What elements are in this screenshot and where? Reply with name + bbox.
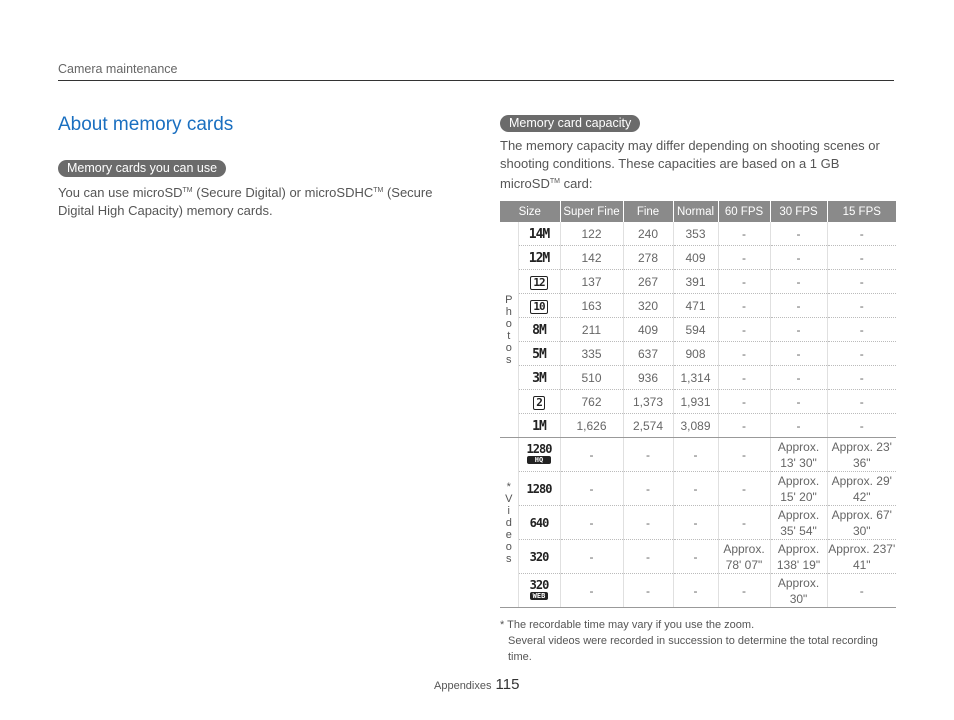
capacity-cell: - xyxy=(560,438,623,472)
capacity-cell: 1,931 xyxy=(673,390,718,414)
page-number: 115 xyxy=(495,676,520,693)
video-resolution-value: 1280 xyxy=(526,442,552,456)
group-label-letter: V xyxy=(505,492,513,505)
video-resolution-value: 1280 xyxy=(526,481,552,496)
video-resolution-icon xyxy=(530,579,549,600)
capacity-cell: - xyxy=(623,574,673,608)
video-resolution-icon xyxy=(530,551,549,563)
video-row xyxy=(500,472,896,506)
capacity-cell: 240 xyxy=(623,222,673,246)
capacity-cell: - xyxy=(827,294,896,318)
group-label-letter: t xyxy=(507,329,511,342)
capacity-cell: 409 xyxy=(673,246,718,270)
group-label-letter: s xyxy=(506,552,512,565)
video-resolution-icon xyxy=(530,517,549,529)
capacity-cell: - xyxy=(718,246,770,270)
subheading-cards-you-can-use: Memory cards you can use xyxy=(58,160,226,177)
group-label-letter: i xyxy=(507,504,510,517)
video-resolution-icon xyxy=(527,483,552,495)
capacity-cell: - xyxy=(770,246,827,270)
capacity-cell: - xyxy=(827,366,896,390)
size-cell xyxy=(518,246,560,270)
photo-resolution-icon: 2 xyxy=(533,396,545,410)
photo-resolution-icon: 8M xyxy=(532,322,546,338)
photos-group-label xyxy=(500,222,518,438)
capacity-cell: - xyxy=(718,270,770,294)
capacity-cell: 762 xyxy=(560,390,623,414)
size-cell xyxy=(518,342,560,366)
video-row xyxy=(500,574,896,608)
capacity-cell: - xyxy=(827,574,896,608)
capacity-cell: - xyxy=(560,574,623,608)
capacity-cell: 471 xyxy=(673,294,718,318)
capacity-cell: - xyxy=(827,270,896,294)
photo-row xyxy=(500,222,896,246)
group-label-letter: o xyxy=(505,317,512,330)
photo-resolution-icon: 12 xyxy=(530,276,547,290)
size-cell xyxy=(518,506,560,540)
size-cell xyxy=(518,540,560,574)
capacity-cell: Approx. 13' 30" xyxy=(770,438,827,472)
group-label-letter: d xyxy=(505,516,512,529)
capacity-cell: 353 xyxy=(673,222,718,246)
capacity-cell: 510 xyxy=(560,366,623,390)
capacity-cell: - xyxy=(673,506,718,540)
trademark-mark: TM xyxy=(373,187,384,194)
capacity-cell: 594 xyxy=(673,318,718,342)
video-resolution-value: 320 xyxy=(529,578,549,592)
capacity-cell: Approx. 23' 36" xyxy=(827,438,896,472)
capacity-cell: - xyxy=(827,342,896,366)
capacity-cell: 267 xyxy=(623,270,673,294)
capacity-cell: 936 xyxy=(623,366,673,390)
footnote-line: * The recordable time may vary if you use the zoom. xyxy=(500,619,755,631)
trademark-mark: TM xyxy=(182,187,193,194)
photo-resolution-icon: 1M xyxy=(532,418,546,434)
capacity-cell: - xyxy=(718,318,770,342)
group-label-letter: o xyxy=(505,341,512,354)
capacity-cell: - xyxy=(718,390,770,414)
trademark-mark: TM xyxy=(549,178,560,185)
capacity-cell: Approx. 138' 19" xyxy=(770,540,827,574)
column-header: Super Fine xyxy=(560,201,623,222)
capacity-cell: - xyxy=(827,318,896,342)
size-cell xyxy=(518,390,560,414)
footnote-line: Several videos were recorded in succession to determine the total recording time. xyxy=(508,635,878,663)
video-row xyxy=(500,540,896,574)
page-title: About memory cards xyxy=(58,114,234,135)
capacity-cell: 278 xyxy=(623,246,673,270)
capacity-cell: Approx. 35' 54" xyxy=(770,506,827,540)
capacity-cell: - xyxy=(770,366,827,390)
footer-section-label: Appendixes xyxy=(434,680,492,692)
intro-text-3: (Secure Digital High Capacity) memory cards. xyxy=(58,185,433,218)
capacity-cell: Approx. 15' 20" xyxy=(770,472,827,506)
column-header: 60 FPS xyxy=(718,201,770,222)
capacity-cell: - xyxy=(827,222,896,246)
capacity-cell: - xyxy=(770,414,827,438)
capacity-cell: - xyxy=(770,342,827,366)
video-resolution-icon xyxy=(527,443,552,464)
group-label-letter: e xyxy=(505,528,512,541)
section-header: Camera maintenance xyxy=(58,62,178,76)
video-row xyxy=(500,506,896,540)
size-cell xyxy=(518,574,560,608)
size-cell xyxy=(518,222,560,246)
capacity-cell: - xyxy=(718,366,770,390)
capacity-cell: 142 xyxy=(560,246,623,270)
capacity-cell: - xyxy=(718,414,770,438)
photo-row xyxy=(500,414,896,438)
column-header: 15 FPS xyxy=(827,201,896,222)
group-label-letter: s xyxy=(506,353,512,366)
size-cell xyxy=(518,366,560,390)
photo-row xyxy=(500,390,896,414)
intro-text-1: You can use microSD xyxy=(58,185,183,200)
video-quality-badge: HQ xyxy=(527,456,552,464)
group-label-letter: * xyxy=(506,480,511,493)
group-label-letter: o xyxy=(505,540,512,553)
size-cell xyxy=(518,438,560,472)
capacity-table xyxy=(500,201,896,608)
capacity-cell: - xyxy=(770,318,827,342)
capacity-cell: - xyxy=(718,222,770,246)
subheading-card-capacity: Memory card capacity xyxy=(500,115,640,132)
header-divider xyxy=(58,80,894,81)
videos-group-label xyxy=(500,438,518,608)
intro-paragraph xyxy=(58,182,468,220)
capacity-paragraph xyxy=(500,137,895,193)
capacity-cell: - xyxy=(673,574,718,608)
photo-row xyxy=(500,318,896,342)
column-header: Fine xyxy=(623,201,673,222)
capacity-cell: 122 xyxy=(560,222,623,246)
capacity-cell: 1,626 xyxy=(560,414,623,438)
capacity-cell: - xyxy=(718,342,770,366)
photo-row xyxy=(500,366,896,390)
photo-resolution-icon: 5M xyxy=(532,346,546,362)
group-label-letter: P xyxy=(505,293,513,306)
table-header-row xyxy=(500,201,896,222)
photo-row xyxy=(500,342,896,366)
photo-row xyxy=(500,294,896,318)
video-resolution-value: 320 xyxy=(529,549,549,564)
capacity-cell: 320 xyxy=(623,294,673,318)
capacity-cell: Approx. 78' 07" xyxy=(718,540,770,574)
capacity-cell: - xyxy=(827,414,896,438)
capacity-cell: - xyxy=(623,438,673,472)
capacity-cell: 391 xyxy=(673,270,718,294)
capacity-cell: - xyxy=(770,222,827,246)
column-header: Normal xyxy=(673,201,718,222)
capacity-cell: - xyxy=(770,390,827,414)
photo-row xyxy=(500,246,896,270)
capacity-cell: Approx. 67' 30" xyxy=(827,506,896,540)
footnote xyxy=(500,617,900,665)
capacity-cell: - xyxy=(827,390,896,414)
capacity-cell: - xyxy=(770,294,827,318)
capacity-cell: 1,314 xyxy=(673,366,718,390)
capacity-cell: 211 xyxy=(560,318,623,342)
capacity-cell: 335 xyxy=(560,342,623,366)
photo-row xyxy=(500,270,896,294)
capacity-cell: - xyxy=(718,472,770,506)
capacity-cell: - xyxy=(560,540,623,574)
capacity-cell: Approx. 29' 42" xyxy=(827,472,896,506)
capacity-cell: Approx. 30" xyxy=(770,574,827,608)
photo-resolution-icon: 12M xyxy=(528,250,550,266)
capacity-cell: 409 xyxy=(623,318,673,342)
page-footer xyxy=(434,676,519,693)
size-cell xyxy=(518,472,560,506)
capacity-cell: 137 xyxy=(560,270,623,294)
capacity-cell: 908 xyxy=(673,342,718,366)
capacity-text-2: card: xyxy=(559,176,593,191)
capacity-cell: - xyxy=(827,246,896,270)
capacity-cell: 3,089 xyxy=(673,414,718,438)
video-quality-badge: WEB xyxy=(530,592,549,600)
column-header: 30 FPS xyxy=(770,201,827,222)
group-label-letter: h xyxy=(505,305,512,318)
capacity-cell: - xyxy=(623,540,673,574)
size-cell xyxy=(518,414,560,438)
capacity-cell: - xyxy=(623,472,673,506)
video-row xyxy=(500,438,896,472)
capacity-cell: 1,373 xyxy=(623,390,673,414)
capacity-cell: 2,574 xyxy=(623,414,673,438)
photo-resolution-icon: 10 xyxy=(530,300,547,314)
capacity-cell: - xyxy=(560,506,623,540)
capacity-cell: Approx. 237' 41" xyxy=(828,541,896,572)
size-cell xyxy=(518,294,560,318)
capacity-cell: - xyxy=(770,270,827,294)
capacity-cell: - xyxy=(718,438,770,472)
capacity-cell: - xyxy=(718,574,770,608)
capacity-cell: - xyxy=(673,438,718,472)
photo-resolution-icon: 3M xyxy=(532,370,546,386)
capacity-cell: - xyxy=(718,506,770,540)
capacity-cell: - xyxy=(623,506,673,540)
size-cell xyxy=(518,270,560,294)
capacity-cell: - xyxy=(718,294,770,318)
column-header: Size xyxy=(500,201,560,222)
capacity-cell: 163 xyxy=(560,294,623,318)
video-resolution-value: 640 xyxy=(529,515,549,530)
capacity-cell: 637 xyxy=(623,342,673,366)
capacity-cell: - xyxy=(673,472,718,506)
intro-text-2: (Secure Digital) or microSDHC xyxy=(192,185,374,200)
capacity-text-1: The memory capacity may differ depending on shooting scenes or shooting conditions. These capacities are based on a 1 GB microSD xyxy=(500,138,880,191)
capacity-cell: - xyxy=(560,472,623,506)
size-cell xyxy=(518,318,560,342)
capacity-cell: - xyxy=(673,540,718,574)
photo-resolution-icon: 14M xyxy=(528,226,550,242)
